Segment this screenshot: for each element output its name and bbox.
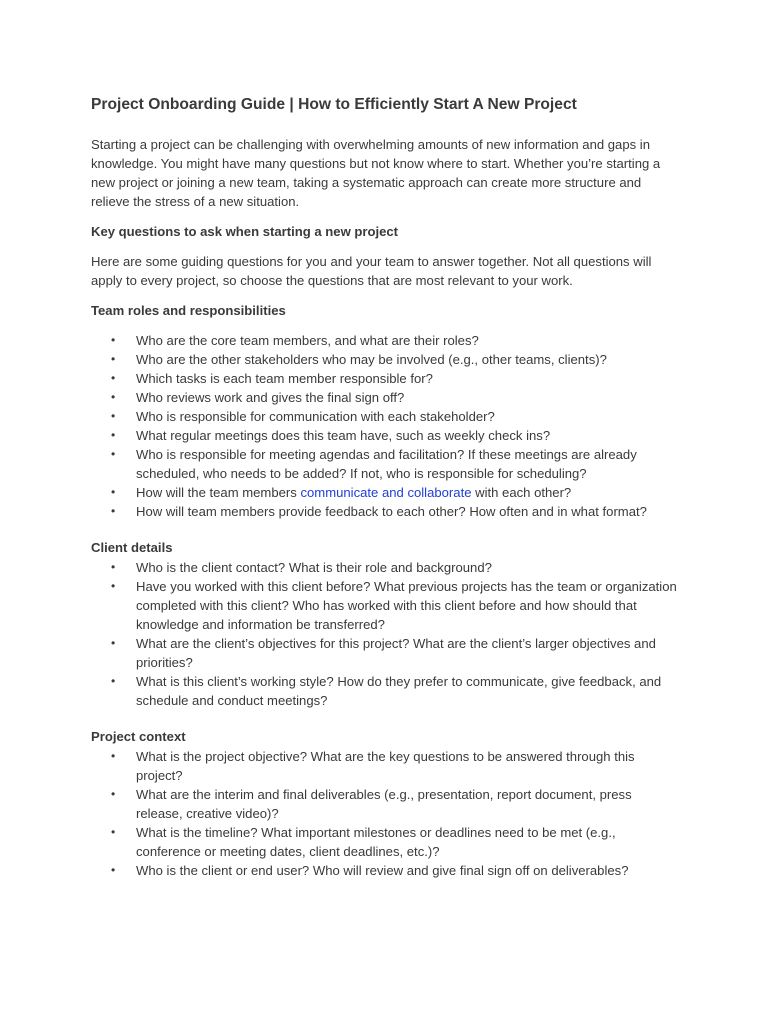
- page-title: Project Onboarding Guide | How to Efficiently Start A New Project: [91, 96, 577, 113]
- intro-paragraph: Starting a project can be challenging with overwhelming amounts of new information and gaps in knowledge. You might have many questions but not know where to start. Whether you’re starting a new project or joining a new team, taking a systematic approach can create more structure and relieve the stress of a new situation.: [91, 137, 661, 209]
- bullet-icon: •: [111, 371, 116, 385]
- client-details-heading: Client details: [91, 540, 173, 555]
- list-item-text: What is the project objective? What are the key questions to be answered through this project?: [136, 749, 635, 783]
- list-item: [91, 672, 681, 710]
- list-item: [91, 426, 681, 445]
- list-item-text: What are the client’s objectives for this project? What are the client’s larger objectives and priorities?: [136, 636, 656, 670]
- list-item-text: Who is responsible for communication with each stakeholder?: [136, 409, 495, 424]
- list-item-text: Who reviews work and gives the final sign off?: [136, 390, 405, 405]
- list-item-text: What regular meetings does this team have, such as weekly check ins?: [136, 428, 551, 443]
- key-questions-heading: Key questions to ask when starting a new project: [91, 224, 399, 239]
- list-item-text: What is the timeline? What important milestones or deadlines need to be met (e.g., conference or meeting dates, client deadlines, etc.)?: [136, 825, 616, 859]
- client-details-list: [91, 558, 681, 710]
- bullet-icon: •: [111, 390, 116, 404]
- document-page: [91, 95, 681, 880]
- list-item-text: Who are the core team members, and what are their roles?: [136, 333, 479, 348]
- list-item: [91, 445, 681, 483]
- project-context-heading: Project context: [91, 729, 186, 744]
- project-context-list: [91, 747, 681, 880]
- bullet-icon: •: [111, 560, 116, 574]
- list-item: [91, 558, 681, 577]
- bullet-icon: •: [111, 409, 116, 423]
- list-item: [91, 331, 681, 350]
- bullet-icon: •: [111, 485, 116, 499]
- bullet-icon: •: [111, 749, 116, 763]
- list-item-text: Who is the client or end user? Who will review and give final sign off on deliverables?: [136, 863, 629, 878]
- list-item: [91, 634, 681, 672]
- bullet-icon: •: [111, 825, 116, 839]
- list-item-text: What are the interim and final deliverables (e.g., presentation, report document, press release, creative video)?: [136, 787, 632, 821]
- team-roles-list: [91, 331, 681, 521]
- list-item-text: Which tasks is each team member responsible for?: [136, 371, 433, 386]
- list-item: [91, 407, 681, 426]
- communicate-and-collaborate-link[interactable]: communicate and collaborate: [300, 485, 472, 500]
- list-item: [91, 747, 681, 785]
- list-item-text: Who is the client contact? What is their role and background?: [136, 560, 492, 575]
- bullet-icon: •: [111, 447, 116, 461]
- list-item-text: Have you worked with this client before? What previous projects has the team or organization completed with this client? Who has worked with this client before and how should that knowledge and information be transferred?: [136, 579, 677, 632]
- bullet-icon: •: [111, 579, 116, 593]
- bullet-icon: •: [111, 863, 116, 877]
- list-item: [91, 502, 681, 521]
- list-item-text-after-link: with each other?: [471, 485, 572, 500]
- list-item: [91, 577, 681, 634]
- list-item-text: Who are the other stakeholders who may be involved (e.g., other teams, clients)?: [136, 352, 607, 367]
- list-item: [91, 369, 681, 388]
- list-item: [91, 388, 681, 407]
- key-questions-paragraph: Here are some guiding questions for you and your team to answer together. Not all questions will apply to every project, so choose the questions that are most relevant to your work.: [91, 254, 652, 288]
- bullet-icon: •: [111, 352, 116, 366]
- bullet-icon: •: [111, 636, 116, 650]
- list-item: [91, 823, 681, 861]
- list-item-text: What is this client’s working style? How do they prefer to communicate, give feedback, and schedule and conduct meetings?: [136, 674, 662, 708]
- team-roles-heading: Team roles and responsibilities: [91, 303, 286, 318]
- bullet-icon: •: [111, 428, 116, 442]
- bullet-icon: •: [111, 504, 116, 518]
- list-item: [91, 861, 681, 880]
- list-item-text-before-link: How will the team members: [136, 485, 301, 500]
- bullet-icon: •: [111, 674, 116, 688]
- bullet-icon: •: [111, 333, 116, 347]
- list-item-text: Who is responsible for meeting agendas and facilitation? If these meetings are already scheduled, who needs to be added? If not, who is responsible for scheduling?: [136, 447, 637, 481]
- list-item: [91, 350, 681, 369]
- bullet-icon: •: [111, 787, 116, 801]
- list-item: [91, 785, 681, 823]
- list-item: [91, 483, 681, 502]
- list-item-text: How will team members provide feedback to each other? How often and in what format?: [136, 504, 647, 519]
